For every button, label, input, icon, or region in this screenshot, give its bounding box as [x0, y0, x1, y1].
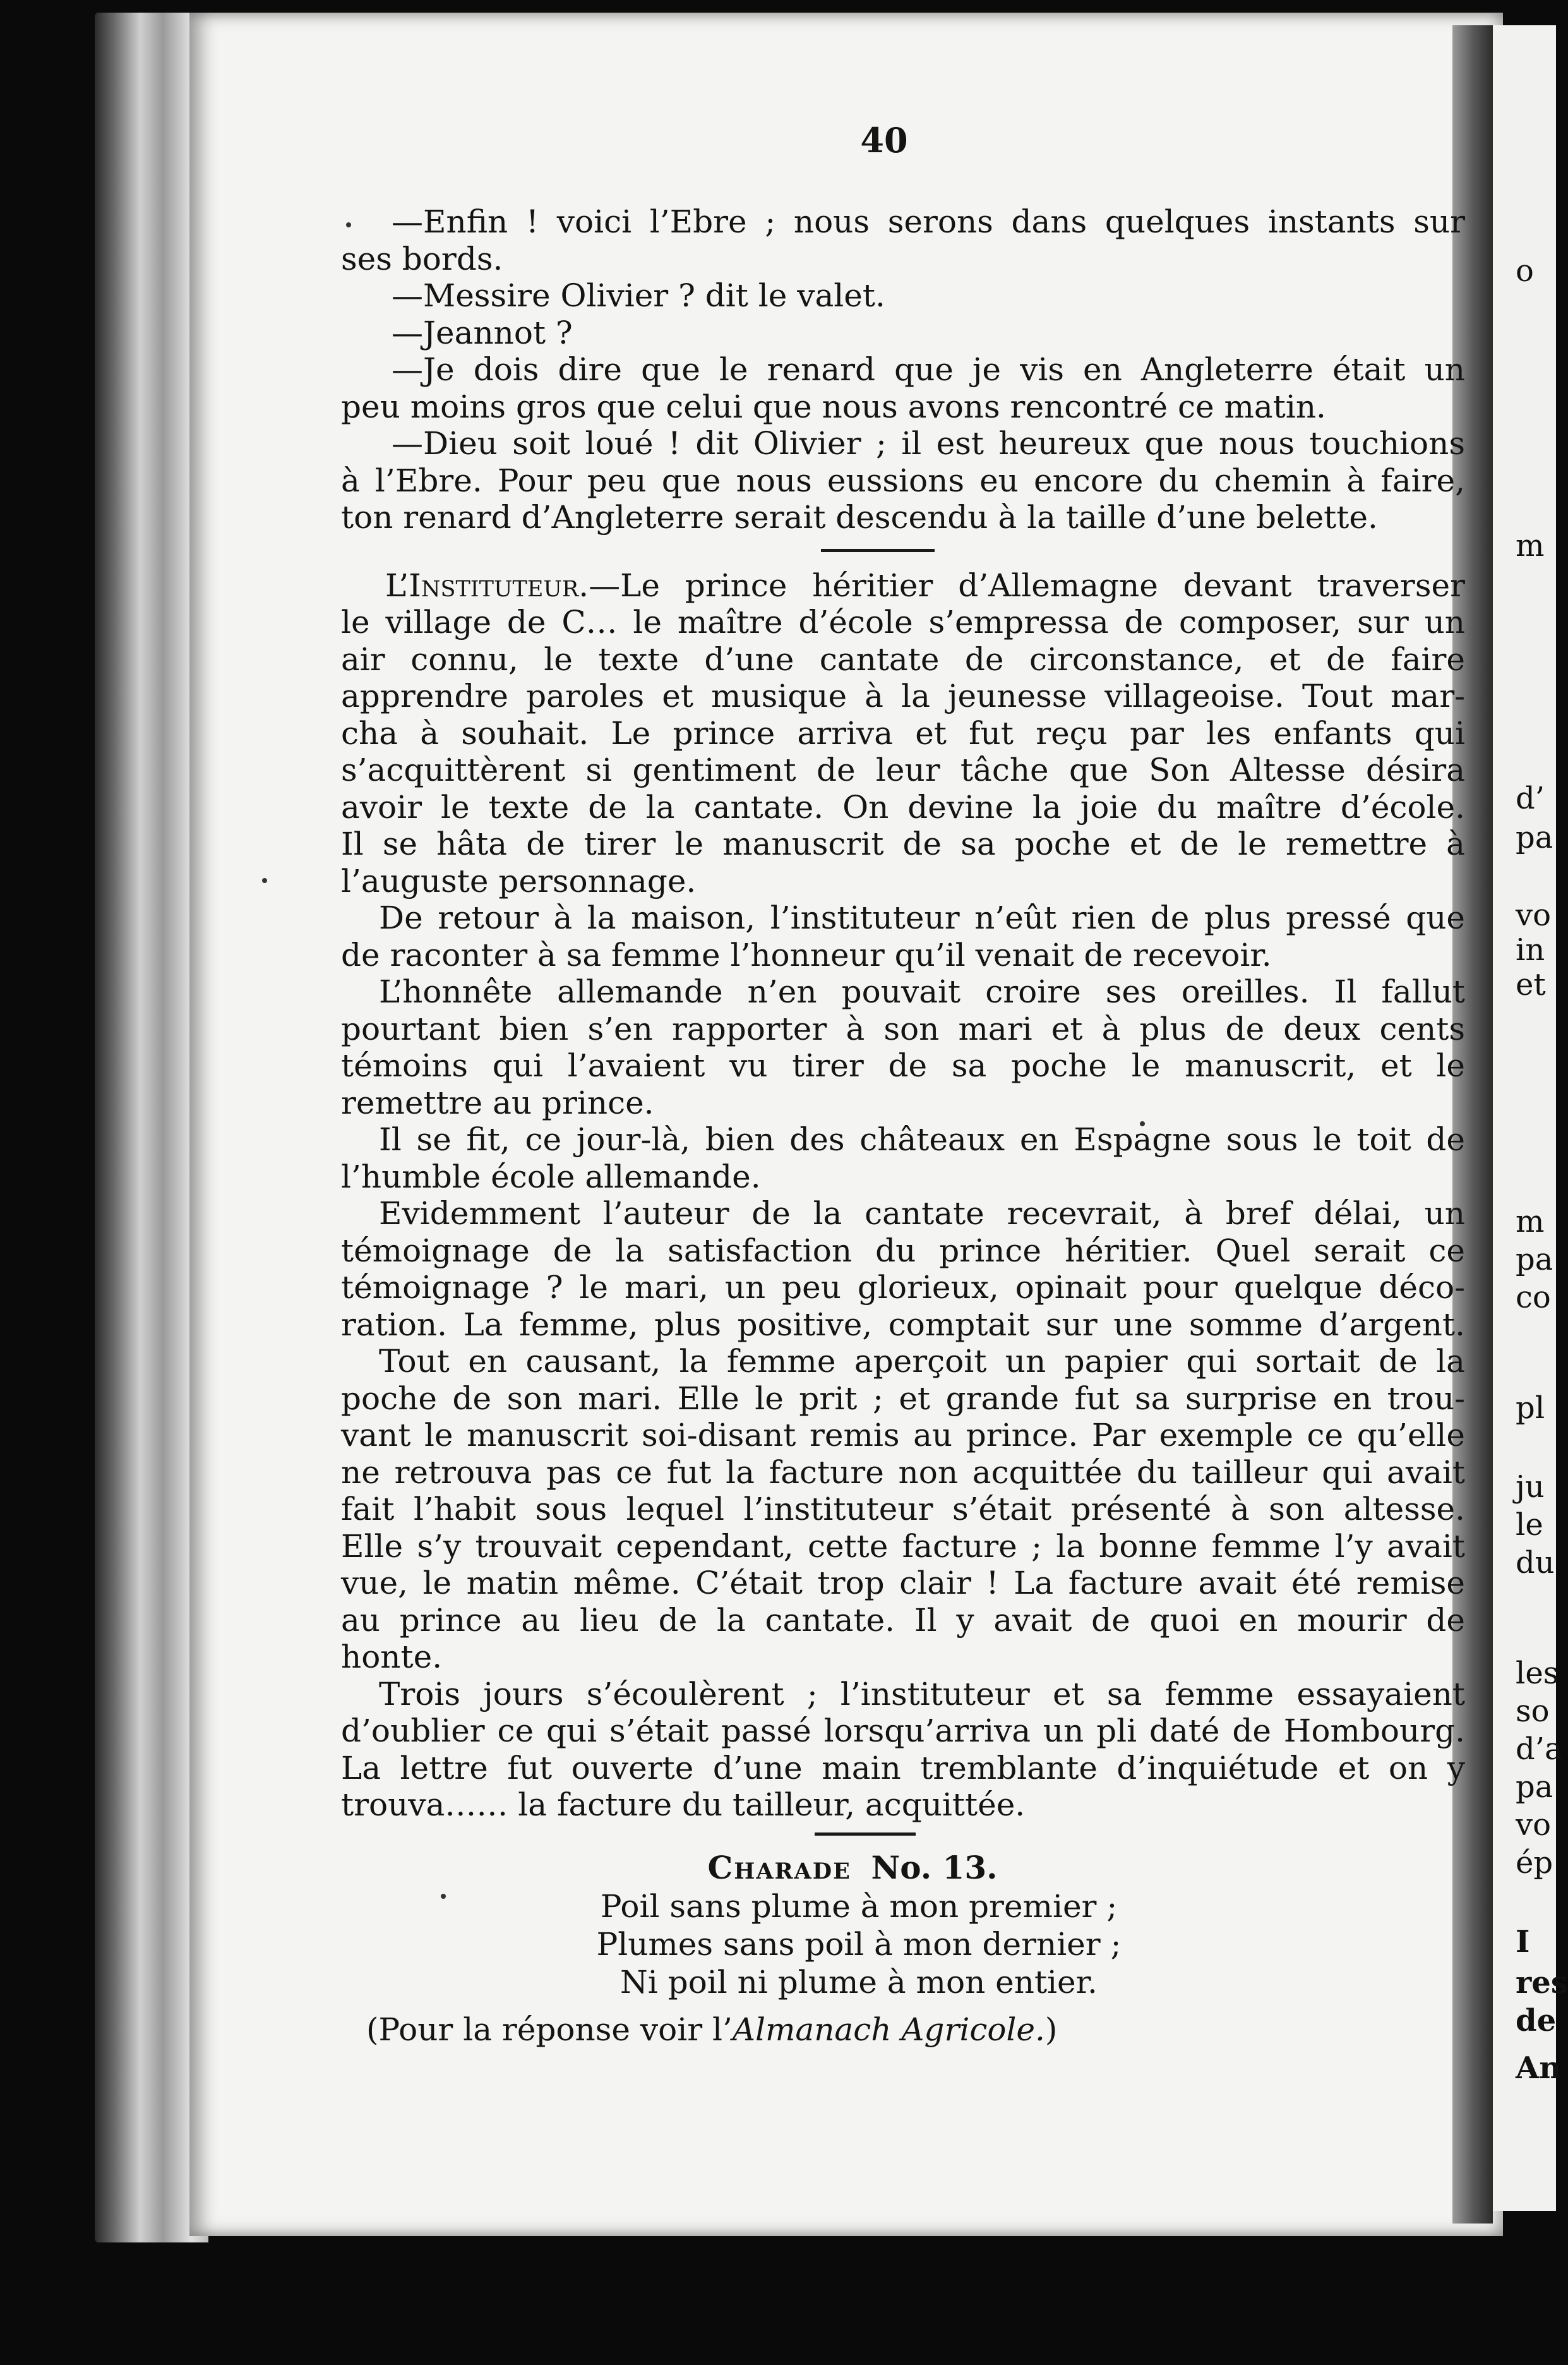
charade-verse: Plumes sans poil à mon dernier ;: [596, 1925, 1122, 1963]
text-line: air connu, le texte d’une cantate de circonstance, et de faire: [341, 641, 1465, 678]
facing-fragment: pl: [1516, 1390, 1545, 1426]
text-line: Tout en causant, la femme aperçoit un papier qui sortait de la: [379, 1343, 1465, 1380]
facing-fragment: pa: [1516, 820, 1553, 855]
charade-block: [341, 1848, 1465, 2052]
facing-fragment: de: [1516, 2003, 1557, 2038]
text-line: de raconter à sa femme l’honneur qu’il venait de recevoir.: [341, 936, 1272, 973]
text-line: l’humble école allemande.: [341, 1158, 761, 1195]
section-divider: [821, 549, 935, 552]
story-block: [341, 567, 1465, 1824]
facing-fragment: in: [1516, 932, 1545, 968]
text-line: peu moins gros que celui que nous avons rencontré ce matin.: [341, 388, 1326, 425]
text-line: vant le manuscrit soi-disant remis au prince. Par exemple ce qu’elle: [341, 1417, 1465, 1453]
text-line: —Dieu soit loué ! dit Olivier ; il est heureux que nous touchions: [392, 425, 1465, 462]
text-line: L’honnête allemande n’en pouvait croire ses oreilles. Il fallut: [379, 973, 1465, 1010]
text-line: ses bords.: [341, 240, 503, 277]
note-prefix: (Pour la réponse voir l’: [366, 2011, 733, 2048]
text-line: poche de son mari. Elle le prit ; et grande fut sa surprise en trou-: [341, 1380, 1465, 1417]
facing-fragment: o: [1516, 253, 1534, 289]
text-line: fait l’habit sous lequel l’instituteur s’était présenté à son altesse.: [341, 1491, 1465, 1527]
facing-fragment: An: [1516, 2050, 1562, 2086]
text-line: ration. La femme, plus positive, comptait sur une somme d’argent.: [341, 1306, 1465, 1343]
text-line: —Jeannot ?: [392, 314, 573, 351]
text-line: —Messire Olivier ? dit le valet.: [392, 277, 885, 314]
text-line: pourtant bien s’en rapporter à son mari et à plus de deux cents: [341, 1010, 1465, 1047]
facing-fragment: les: [1516, 1656, 1559, 1691]
facing-fragment: d’a: [1516, 1731, 1563, 1767]
text-line: au prince au lieu de la cantate. Il y avait de quoi en mourir de: [341, 1601, 1465, 1639]
text-line: —Enfin ! voici l’Ebre ; nous serons dans quelques instants sur: [392, 203, 1465, 240]
note-title: Almanach Agricole.: [732, 2011, 1045, 2048]
text-line: s’acquittèrent si gentiment de leur tâche que Son Altesse désira: [341, 752, 1465, 788]
facing-fragment: pa: [1516, 1242, 1553, 1277]
facing-fragment: pa: [1516, 1769, 1553, 1805]
charade-label: Charade: [707, 1848, 851, 1886]
charade-number: No. 13.: [871, 1848, 998, 1886]
story-first-line: [341, 567, 1465, 605]
text-line: d’oublier ce qui s’était passé lorsqu’arriva un pli daté de Hombourg.: [341, 1712, 1465, 1749]
page-text-column: [341, 88, 1465, 2052]
facing-fragment: co: [1516, 1280, 1551, 1315]
text-line: vue, le matin même. C’était trop clair ! La facture avait été remise: [341, 1565, 1465, 1601]
text-line: témoignage ? le mari, un peu glorieux, opinait pour quelque déco-: [341, 1269, 1465, 1306]
dialogue-block: [341, 203, 1465, 536]
text-line: Il se fit, ce jour-là, bien des châteaux en Espagne sous le toit de: [379, 1121, 1465, 1158]
text-line: honte.: [341, 1639, 443, 1675]
facing-page-edge: [1493, 25, 1568, 2211]
story-heading: L’Instituteur.: [385, 567, 589, 604]
facing-fragment: du: [1516, 1545, 1555, 1580]
facing-fragment: vo: [1516, 1807, 1552, 1843]
facing-fragment: m: [1516, 1204, 1545, 1239]
facing-fragment: et: [1516, 967, 1546, 1002]
text-line: avoir le texte de la cantate. On devine la joie du maître d’école.: [341, 788, 1465, 826]
facing-fragment: vo: [1516, 898, 1552, 933]
text-line: trouva…… la facture du tailleur, acquittée.: [341, 1786, 1026, 1823]
note-suffix: ): [1044, 2011, 1058, 2048]
text-line: à l’Ebre. Pour peu que nous eussions eu encore du chemin à faire,: [341, 462, 1465, 499]
facing-fragment: so: [1516, 1694, 1550, 1729]
charade-title: [341, 1848, 1465, 1887]
text-line-rest: —Le prince héritier d’Allemagne devant traverser: [589, 567, 1465, 604]
text-line: témoins qui l’avaient vu tirer de sa poche le manuscrit, et le: [341, 1047, 1465, 1084]
text-line: ne retrouva pas ce fut la facture non acquittée du tailleur qui avait: [341, 1453, 1465, 1491]
section-divider: [815, 1832, 916, 1836]
text-line: Elle s’y trouvait cependant, cette facture ; la bonne femme l’y avait: [341, 1527, 1465, 1565]
text-line: témoignage de la satisfaction du prince héritier. Quel serait ce: [341, 1232, 1465, 1269]
facing-fragment: m: [1516, 528, 1545, 563]
facing-fragment: I: [1516, 1924, 1530, 1959]
text-line: ton renard d’Angleterre serait descendu à la taille d’une belette.: [341, 499, 1378, 536]
charade-verse: Poil sans plume à mon premier ;: [600, 1887, 1118, 1925]
text-line: remettre au prince.: [341, 1084, 654, 1121]
facing-fragment: d’: [1516, 781, 1545, 816]
text-line: Evidemment l’auteur de la cantate recevrait, à bref délai, un: [379, 1195, 1465, 1232]
charade-answer-note: [341, 2007, 1465, 2052]
facing-fragment: res: [1516, 1965, 1568, 2001]
facing-fragment: ju: [1516, 1469, 1545, 1505]
text-line: Il se hâta de tirer le manuscrit de sa poche et de le remettre à: [341, 826, 1465, 862]
page-number: 40: [860, 120, 908, 160]
text-line: apprendre paroles et musique à la jeunesse villageoise. Tout mar-: [341, 678, 1465, 714]
text-line: —Je dois dire que le renard que je vis en Angleterre était un: [392, 351, 1465, 388]
facing-fragment: ép: [1516, 1845, 1553, 1881]
text-line: cha à souhait. Le prince arriva et fut reçu par les enfants qui: [341, 714, 1465, 752]
text-line: le village de C… le maître d’école s’empressa de composer, sur un: [341, 604, 1465, 641]
text-line: l’auguste personnage.: [341, 862, 697, 900]
text-line: La lettre fut ouverte d’une main tremblante d’inquiétude et on y: [341, 1749, 1465, 1786]
charade-verse: Ni poil ni plume à mon entier.: [620, 1963, 1098, 2001]
facing-fragment: le: [1516, 1507, 1543, 1543]
text-line: Trois jours s’écoulèrent ; l’instituteur et sa femme essayaient: [379, 1675, 1465, 1712]
text-line: De retour à la maison, l’instituteur n’eût rien de plus pressé que: [379, 900, 1465, 936]
scan-speck: [262, 878, 267, 883]
